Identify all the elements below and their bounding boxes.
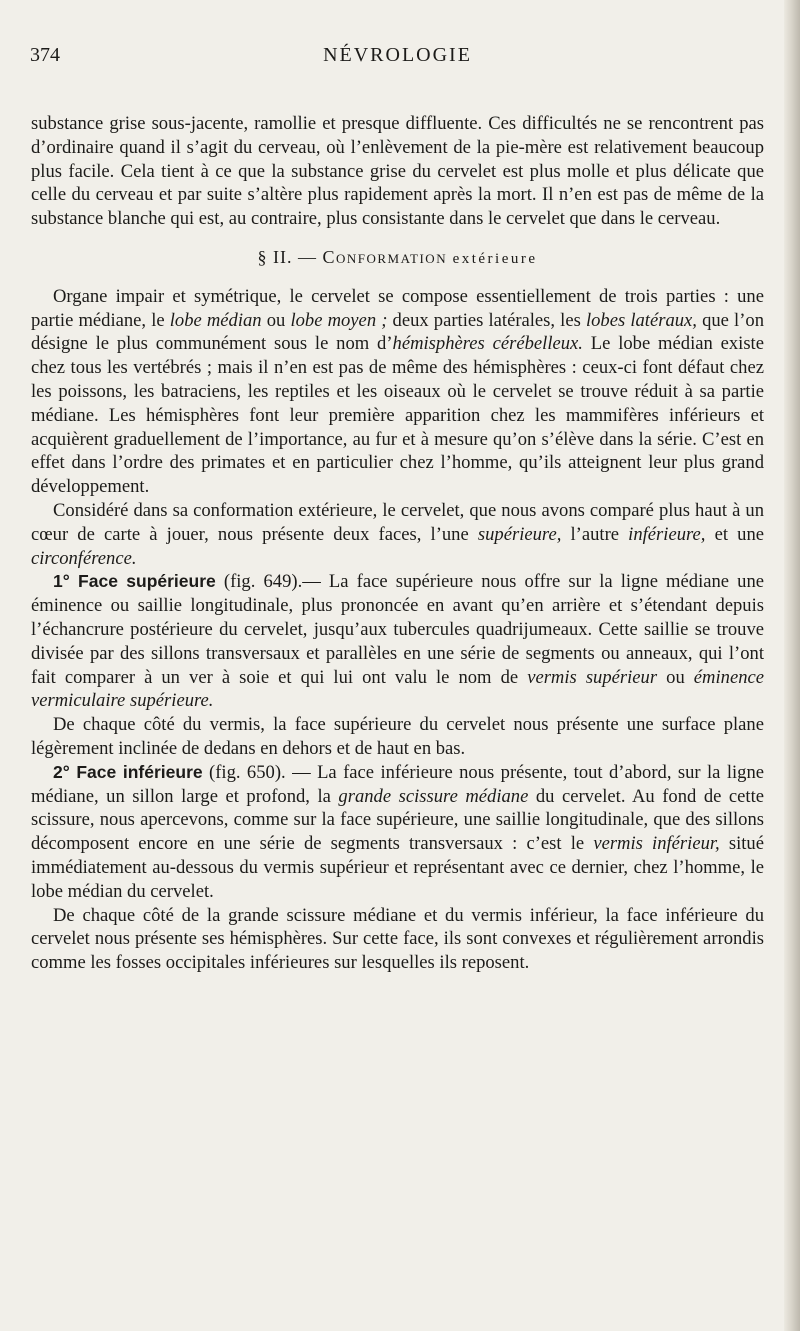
section-title-rest: extérieure <box>452 250 538 267</box>
paragraph-face-superieure: 1° Face supérieure (fig. 649).— La face supérieure nous offre sur la ligne médiane une éminence ou saillie longitudinale, plus prononcée en avant qu’en arrière et s’étendant depuis l’échancrure postérieure du cervelet, jusqu’aux tubercules quadrijumeaux. Cette saillie se trouve divisée par des sillons transversaux et parallèles en une série de segments ou anneaux, qui l’ont fait comparer à un ver à soie et qui lui ont valu le nom de vermis supérieur ou éminence vermiculaire supérieure. <box>31 571 764 712</box>
paragraph-hemispheres: De chaque côté de la grande scissure médiane et du vermis inférieur, la face inférieure du cervelet nous présente ses hémisphères. Sur cette face, ils sont convexes et régulièrement arrondis comme les fosses occipitales inférieures sur lesquelles ils reposent. <box>31 904 764 974</box>
paragraph-intro: substance grise sous-jacente, ramollie et presque diffluente. Ces difficultés ne se rencontrent pas d’ordinaire quand il s’agit du cerveau, où l’enlèvement de la pie-mère est relativement beaucoup plus facile. Cela tient à ce que la substance grise du cervelet est plus molle et plus délicate que celle du cerveau et par suite s’altère plus rapidement après la mort. Il n’en est pas de même de la substance blanche qui est, au contraire, plus consistante dans le cervelet que dans le cerveau. <box>31 113 764 230</box>
term-hemispheres-cerebelleux: hémisphères cérébelleux. <box>392 333 583 355</box>
heading-face-superieure: 1° Face supérieure <box>53 571 216 592</box>
paragraph-conformation: Considéré dans sa conformation extérieure, le cervelet, que nous avons comparé plus haut à un cœur de carte à jouer, nous présente deux faces, l’une supérieure, l’autre inférieure, et une circonférence. <box>31 499 765 569</box>
running-header <box>30 44 765 74</box>
heading-face-inferieure: 2° Face inférieure <box>53 761 203 782</box>
body-text <box>31 112 764 975</box>
paragraph-organe: Organe impair et symétrique, le cervelet se compose essentiellement de trois parties : une partie médiane, le lobe médian ou lobe moyen ; deux parties latérales, les lobes latéraux, que l’on désigne le plus communément sous le nom d’hémisphères cérébelleux. Le lobe médian existe chez tous les vertébrés ; mais il n’en est pas de même des hémisphères : ceux-ci font défaut chez les poissons, les batraciens, les reptiles et les oiseaux où le cervelet se trouve réduit à sa partie médiane. Les hémisphères font leur première apparition chez les mammifères inférieurs et acquièrent graduellement de l’importance, au fur et à mesure qu’on s’élève dans la série. C’est en effet dans l’ordre des primates et en particulier chez l’homme, qu’ils atteignent leur plus grand développement. <box>31 285 764 498</box>
term-lobe-median: lobe médian <box>169 309 262 331</box>
page-number: 374 <box>30 44 60 66</box>
term-superieure: supérieure, <box>477 523 562 545</box>
running-title: NÉVROLOGIE <box>323 44 472 66</box>
term-lobes-lateraux: lobes latéraux, <box>585 309 697 331</box>
paragraph-face-inferieure: 2° Face inférieure (fig. 650). — La face inférieure nous présente, tout d’abord, sur la ligne médiane, un sillon large et profond, la grande scissure médiane du cervelet. Au fond de cette scissure, nous apercevons, comme sur la face supérieure, une saillie longitudinale, que des sillons décomposent encore en une série de segments transversaux : c’est le vermis inférieur, situé immédiatement au-dessous du vermis supérieur et représentant avec ce dernier, chez l’homme, le lobe médian du cervelet. <box>31 761 765 902</box>
term-grande-scissure: grande scissure médiane <box>338 785 529 807</box>
term-eminence-vermiculaire: éminence vermiculaire supérieure. <box>31 666 764 712</box>
section-title-word: Conformation <box>322 246 448 267</box>
section-heading <box>31 246 764 272</box>
page-edge-shadow <box>784 0 800 1331</box>
term-vermis-inferieur: vermis inférieur, <box>593 833 720 855</box>
term-circonference: circonférence. <box>31 547 137 569</box>
section-number: § II. — <box>257 246 317 267</box>
term-vermis-superieur: vermis supérieur <box>527 666 658 688</box>
term-lobe-moyen: lobe moyen ; <box>290 309 388 331</box>
paragraph-vermis-cote: De chaque côté du vermis, la face supérieure du cervelet nous présente une surface plane légèrement inclinée de dedans en dehors et de haut en bas. <box>31 714 764 759</box>
term-inferieure: inférieure, <box>628 523 706 545</box>
